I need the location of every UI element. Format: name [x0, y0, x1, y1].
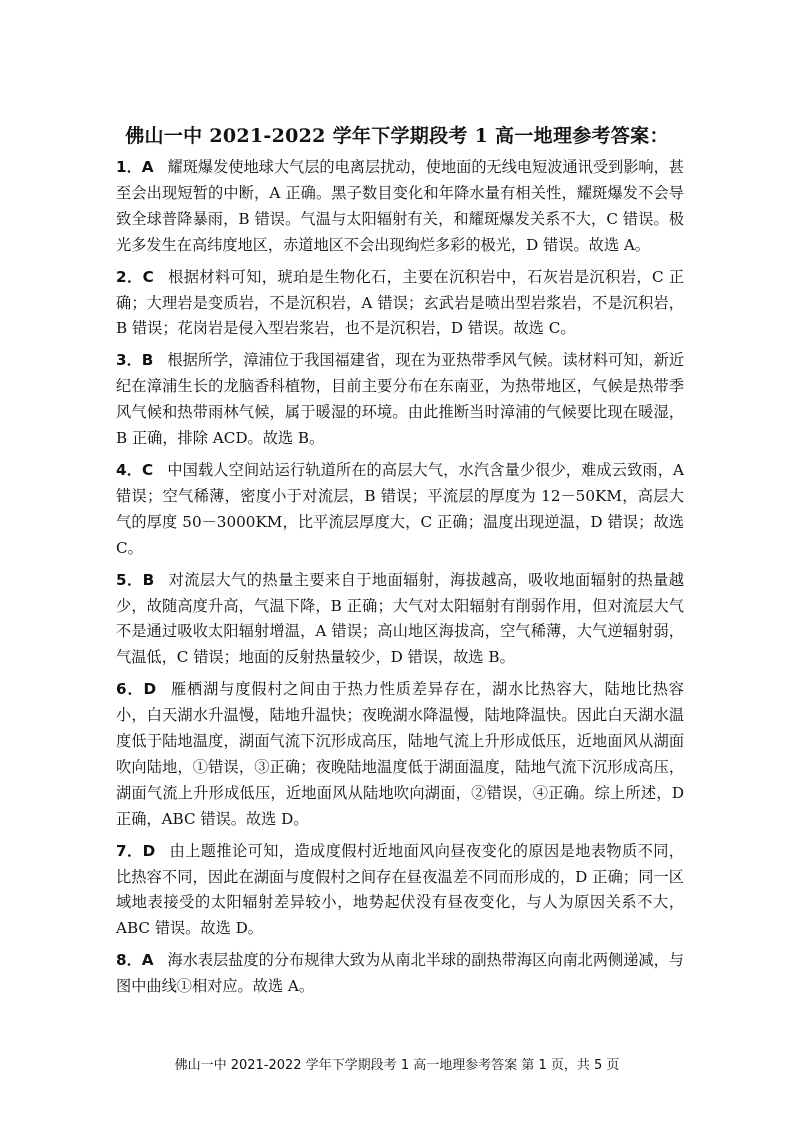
answer-number: 6．D — [116, 680, 157, 699]
answer-item-8 — [116, 948, 684, 1000]
answer-text: 中国载人空间站运行轨道所在的高层大气，水汽含量少很少，难成云致雨，A 错误；空气稀薄，密度小于对流层，B 错误；平流层的厚度为 12－50KM，高层大气的厚度 50－3000KM，比平流层厚度大，C 正确；温度出现逆温，D 错误；故选 C。 — [116, 460, 685, 557]
answer-text: 根据材料可知，琥珀是生物化石，主要在沉积岩中，石灰岩是沉积岩，C 正确；大理岩是变质岩，不是沉积岩，A 错误；玄武岩是喷出型岩浆岩，不是沉积岩，B 错误；花岗岩是侵入型岩浆岩，也不是沉积岩，D 错误。故选 C。 — [116, 267, 685, 338]
page-title: 佛山一中 2021-2022 学年下学期段考 1 高一地理参考答案： — [125, 125, 669, 147]
answer-number: 5．B — [116, 570, 155, 589]
answer-item-4 — [116, 458, 684, 562]
answer-number: 4．C — [116, 460, 154, 479]
answer-text: 雁栖湖与度假村之间由于热力性质差异存在，湖水比热容大，陆地比热容小，白天湖水升温慢，陆地升温快；夜晚湖水降温慢，陆地降温快。因此白天湖水温度低于陆地温度，湖面气流下沉形成高压，陆地气流上升形成低压，近地面风从湖面吹向陆地，①错误，③正确；夜晚陆地温度低于湖面温度，陆地气流下沉形成高压，湖面气流上升形成低压，近地面风从陆地吹向湖面，②错误，④正确。综上所述，D 正确，ABC 错误。故选 D。 — [116, 680, 684, 828]
answer-number: 1．A — [116, 158, 154, 176]
answer-text: 由上题推论可知，造成度假村近地面风向昼夜变化的原因是地表物质不同，比热容不同，因此在湖面与度假村之间存在昼夜温差不同而形成的，D 正确；同一区域地表接受的太阳辐射差异较小，地势起伏没有昼夜变化，与人为原因关系不大，ABC 错误。故选 D。 — [116, 841, 684, 938]
answer-item-3 — [116, 348, 684, 452]
answer-text: 对流层大气的热量主要来自于地面辐射，海拔越高，吸收地面辐射的热量越少，故随高度升高，气温下降，B 正确；大气对太阳辐射有削弱作用，但对流层大气不是通过吸收太阳辐射增温，A 错误；高山地区海拔高，空气稀薄，大气逆辐射弱，气温低，C 错误；地面的反射热量较少，D 错误，故选 B。 — [116, 570, 684, 667]
answer-number: 7．D — [116, 841, 156, 860]
answer-item-1 — [116, 155, 684, 259]
answer-item-5 — [116, 568, 684, 672]
answer-item-2 — [116, 265, 684, 343]
answer-number: 3．B — [116, 351, 154, 370]
page-footer: 佛山一中 2021-2022 学年下学期段考 1 高一地理参考答案 第 1 页，共 5 页 — [174, 1058, 620, 1073]
answer-item-6 — [116, 677, 684, 832]
answer-text: 耀斑爆发使地球大气层的电离层扰动，使地面的无线电短波通讯受到影响，甚至会出现短暂的中断，A 正确。黑子数目变化和年降水量有相关性，耀斑爆发不会导致全球普降暴雨，B 错误。气温与太阳辐射有关，和耀斑爆发关系不大，C 错误。极光多发生在高纬度地区，赤道地区不会出现绚烂多彩的极光，D 错误。故选 A。 — [116, 158, 684, 254]
answer-text: 根据所学，漳浦位于我国福建省，现在为亚热带季风气候。读材料可知，新近纪在漳浦生长的龙脑香科植物，目前主要分布在东南亚，为热带地区，气候是热带季风气候和热带雨林气候，属于暖湿的环境。由此推断当时漳浦的气候要比现在暖湿，B 正确，排除 ACD。故选 B。 — [116, 351, 684, 448]
answer-number: 2．C — [116, 267, 154, 286]
answer-list — [116, 155, 684, 1006]
answer-text: 海水表层盐度的分布规律大致为从南北半球的副热带海区向南北两侧递减，与图中曲线①相对应。故选 A。 — [116, 951, 684, 996]
answer-number: 8．A — [116, 951, 154, 970]
answer-item-7 — [116, 839, 684, 943]
